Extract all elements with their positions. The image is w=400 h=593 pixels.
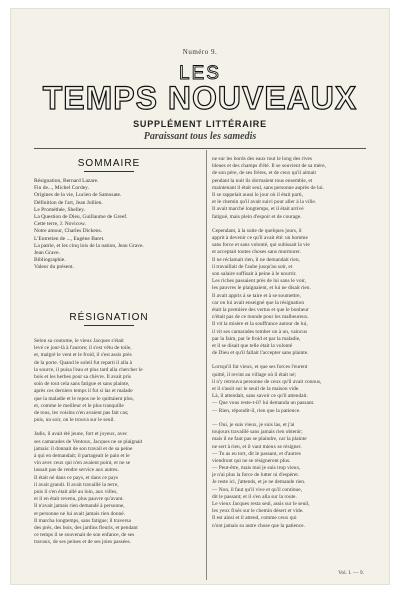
text-line: n'était pas de ce monde pour les malheureux. bbox=[212, 314, 309, 321]
text-line: car on lui avait enseigné que la résignation bbox=[212, 299, 305, 306]
text-line: et, malgré le vent et le froid, il s'est assis près bbox=[34, 352, 132, 359]
text-line: et acceptait toutes choses sans murmurer. bbox=[212, 249, 301, 256]
text-line: Lorsqu'il fut vieux, et que ses forces l'eurent bbox=[212, 364, 308, 371]
text-line: et il s'assit sur le seuil de la maison vide. bbox=[212, 386, 300, 392]
text-line: et personne ne lui avait jamais rien donné. bbox=[34, 510, 126, 517]
text-line: Il marcha longtemps, sans fatigue; il traversa bbox=[34, 517, 131, 524]
text-line: Il est ainsi et il attend, comme ceux qui bbox=[212, 515, 297, 522]
newspaper-page bbox=[10, 8, 390, 585]
text-line: ce temps il se souvenait de son enfance, de ses bbox=[34, 532, 135, 539]
text-line: Selon sa coutume, le vieux Jacques s'était bbox=[34, 338, 124, 344]
text-line: fatigué, mais plein d'espoir et de courage. bbox=[212, 213, 302, 220]
text-line: lassait pas de rendre service aux autres. bbox=[34, 467, 119, 474]
text-line: et il en était revenu, plus pauvre qu'avant. bbox=[34, 496, 124, 503]
masthead-rule bbox=[34, 148, 366, 149]
page-footer: Vol. I. — 9. bbox=[338, 570, 364, 576]
toc-item: Le Prométhée, Shelley. bbox=[34, 206, 85, 213]
toc-item: Définition de l'art, Jean Jullien. bbox=[34, 199, 103, 206]
text-line: les pauvres le plaignaient, et lui ne disait rien. bbox=[212, 285, 311, 292]
text-line: quitté, il revint au village où il était né; bbox=[212, 371, 296, 378]
text-line bbox=[34, 424, 198, 431]
masthead-les: LES bbox=[179, 63, 221, 84]
text-line: ne sur les bords des eaux tout le long des rives bbox=[212, 156, 313, 162]
text-line: les yeux fixés sur le chemin désert et vide. bbox=[212, 508, 304, 515]
text-line: était la première des vertus et que le bonheur bbox=[212, 306, 309, 313]
text-line: — Que vous reste-t-il? lui demanda un passant. bbox=[212, 400, 315, 407]
text-line: il vit ses camarades tomber un à un, vaincus bbox=[212, 328, 308, 335]
publication-tagline: Paraissant tous les samedis bbox=[143, 131, 257, 142]
toc-item: Valeur du présent. bbox=[34, 264, 74, 271]
text-line: à qui en demandait; il partageait le pain et le bbox=[34, 453, 130, 459]
text-line: n'ont jamais su autre chose que la patience. bbox=[212, 522, 305, 529]
text-line: il n'y retrouva personne de ceux qu'il avait connus, bbox=[212, 378, 322, 385]
text-line: de son père, de ses frères, et de ceux qu'il aimait bbox=[212, 170, 316, 177]
text-line: travaux, de ses peines et de ses joies passées. bbox=[34, 539, 132, 546]
text-line: — Rien, répondit-il, rien que la patience. bbox=[212, 407, 301, 414]
text-line: dit le passant; et il s'en alla sur la route. bbox=[212, 493, 297, 500]
text-line: puis, un soir, on le trouva sur le seuil. bbox=[34, 417, 115, 424]
text-line: pendant la nuit ils dormaient tous ensemble, et bbox=[212, 177, 313, 184]
text-line: après ces derniers temps il fut si las et malade bbox=[34, 388, 133, 395]
text-line: levé ce jour-là à l'aurore; il s'est vêtu de toile, bbox=[34, 345, 132, 352]
text-line: que la maladie et le repos ne le quittaient plus, bbox=[34, 395, 134, 402]
text-line: toujours travaillé sans jamais rien obtenir; bbox=[212, 429, 303, 436]
toc-item: Origines de la vie, Lucien de Samosate. bbox=[34, 192, 122, 199]
issue-number: Numéro 9. bbox=[182, 48, 218, 56]
table-of-contents bbox=[34, 178, 196, 272]
text-line: des prés, des bois, des jardins fleuris, et pendant bbox=[34, 524, 138, 531]
text-line: soin de tout cela sans fatigue et sans plainte, bbox=[34, 381, 130, 388]
text-line: et, comme le meilleur et le plus tranquille bbox=[34, 402, 124, 409]
text-line: Je reste ici, j'attends, et je ne demande rien. bbox=[212, 479, 306, 486]
text-line: bois et les herbes pour sa chèvre. Il avait pris bbox=[34, 373, 131, 380]
sommaire-heading: SOMMAIRE bbox=[77, 158, 141, 169]
toc-item: Bibliographie. bbox=[34, 257, 66, 264]
text-line: Il avait marché longtemps, et il était arrivé bbox=[212, 206, 304, 213]
text-line: son salaire suffisait à peine à le nourrir. bbox=[212, 271, 297, 277]
text-line: Là, il attendait, sans savoir ce qu'il attendait. bbox=[212, 393, 308, 400]
text-line: Il avait appris à se taire et à se soumettre, bbox=[212, 292, 301, 299]
text-line: — Oui, je suis vieux, je suis las, et j'ai bbox=[212, 421, 295, 428]
text-line bbox=[212, 221, 368, 228]
toc-item: Notre amour, Charles Dickens. bbox=[34, 228, 103, 235]
article-column-left bbox=[34, 338, 198, 546]
text-line: — Tu as eu tort, dit le passant, et d'autres bbox=[212, 450, 301, 457]
text-line: Il vit la misère et la souffrance autour de lui, bbox=[212, 321, 308, 328]
article-heading: RÉSIGNATION bbox=[69, 312, 149, 323]
text-line: Il ne réclamait rien, il ne demandait rien, bbox=[212, 256, 300, 263]
text-line: viendront qui ne se résigneront plus. bbox=[212, 457, 291, 464]
toc-item: Cette terre, J. Novicow. bbox=[34, 221, 86, 228]
text-line: Cependant, à la suite de quelques jours, il bbox=[212, 227, 302, 234]
text-line: Il n'avait jamais rien demandé à personne, bbox=[34, 503, 125, 510]
column-divider bbox=[206, 150, 207, 580]
text-line: ses camarades de Ventoux, Jacques ne se plaignait bbox=[34, 438, 143, 445]
text-line: mais il ne faut pas se plaindre, car la plainte bbox=[212, 436, 307, 443]
toc-item: Fin de..., Michel Cordey. bbox=[34, 185, 89, 192]
toc-item: Jean Grave. bbox=[34, 250, 60, 257]
text-line: sans force et sans volonté, qui subissait la vie bbox=[212, 242, 310, 249]
text-line bbox=[212, 357, 368, 364]
text-line: Il était né dans ce pays, et dans ce pays bbox=[34, 474, 119, 481]
text-line: vin avec ceux qui n'en avaient point, et ne se bbox=[34, 460, 131, 467]
sommaire-rule bbox=[84, 171, 134, 172]
text-line: Il se rappelait aussi le jour où il était parti, bbox=[212, 191, 304, 198]
toc-item: La Question de Dieu, Guillaume de Greef. bbox=[34, 214, 128, 221]
text-line: apprit à devenir ce qu'il avait été: un homme bbox=[212, 235, 308, 242]
text-line: — Non, il faut qu'il vive et qu'il continue, bbox=[212, 486, 302, 493]
text-line: et le chemin qu'il avait suivi pour aller à la ville. bbox=[212, 199, 317, 206]
text-line: il travaillait de l'aube jusqu'au soir, et bbox=[212, 263, 293, 270]
text-line: par la faim, par le froid et par la maladie, bbox=[212, 335, 301, 342]
text-line: de tous, les voisins n'en avaient pas fait cas; bbox=[34, 409, 129, 416]
text-line: Les riches passaient près de lui sans le voir, bbox=[212, 278, 306, 285]
masthead-title: TEMPS NOUVEAUX bbox=[42, 80, 358, 116]
toc-item: La patrie, et les cinq lois de la nation, Jean Grave. bbox=[34, 242, 144, 249]
text-line: bleues et des champs d'été. Il se souvient de sa mère, bbox=[212, 163, 326, 170]
text-line: maintenant il était seul, sans personne auprès de lui. bbox=[212, 184, 324, 191]
text-line: Jadis, il avait été jeune, fort et joyeux, avec bbox=[34, 431, 128, 438]
text-line: de Dieu et qu'il fallait l'accepter sans plainte. bbox=[212, 350, 309, 357]
text-line: puis il s'en était allé au loin, aux villes, bbox=[34, 488, 118, 495]
text-line: de la porte. Quand le soleil fut reparti il alla à bbox=[34, 359, 133, 366]
text-line bbox=[212, 415, 368, 422]
text-line: Le vieux Jacques resta seul, assis sur le seuil, bbox=[212, 501, 310, 507]
toc-item: L'Entretien de ..., Eugène Baret. bbox=[34, 235, 105, 242]
article-column-right bbox=[212, 156, 368, 530]
text-line: — Peut-être, mais moi je suis trop vieux, bbox=[212, 465, 301, 472]
text-line: et il se disait que telle était la volonté bbox=[212, 342, 293, 349]
text-line: il avait grandi. Il avait travaillé la terre, bbox=[34, 481, 119, 488]
text-line: jamais: il donnait de son travail et de sa peine bbox=[34, 445, 133, 452]
text-line: ne sert à rien, et il vaut mieux se résigner. bbox=[212, 443, 302, 450]
toc-item: Résignation, Bernard Lazare. bbox=[34, 178, 99, 184]
article-rule bbox=[84, 325, 134, 326]
text-line: la source, il puisa l'eau et plus tard alla chercher le bbox=[34, 366, 143, 373]
supplement-label: SUPPLÉMENT LITTÉRAIRE bbox=[133, 119, 267, 129]
text-line: je n'ai plus la force de lutter ni d'espérer. bbox=[212, 472, 300, 479]
